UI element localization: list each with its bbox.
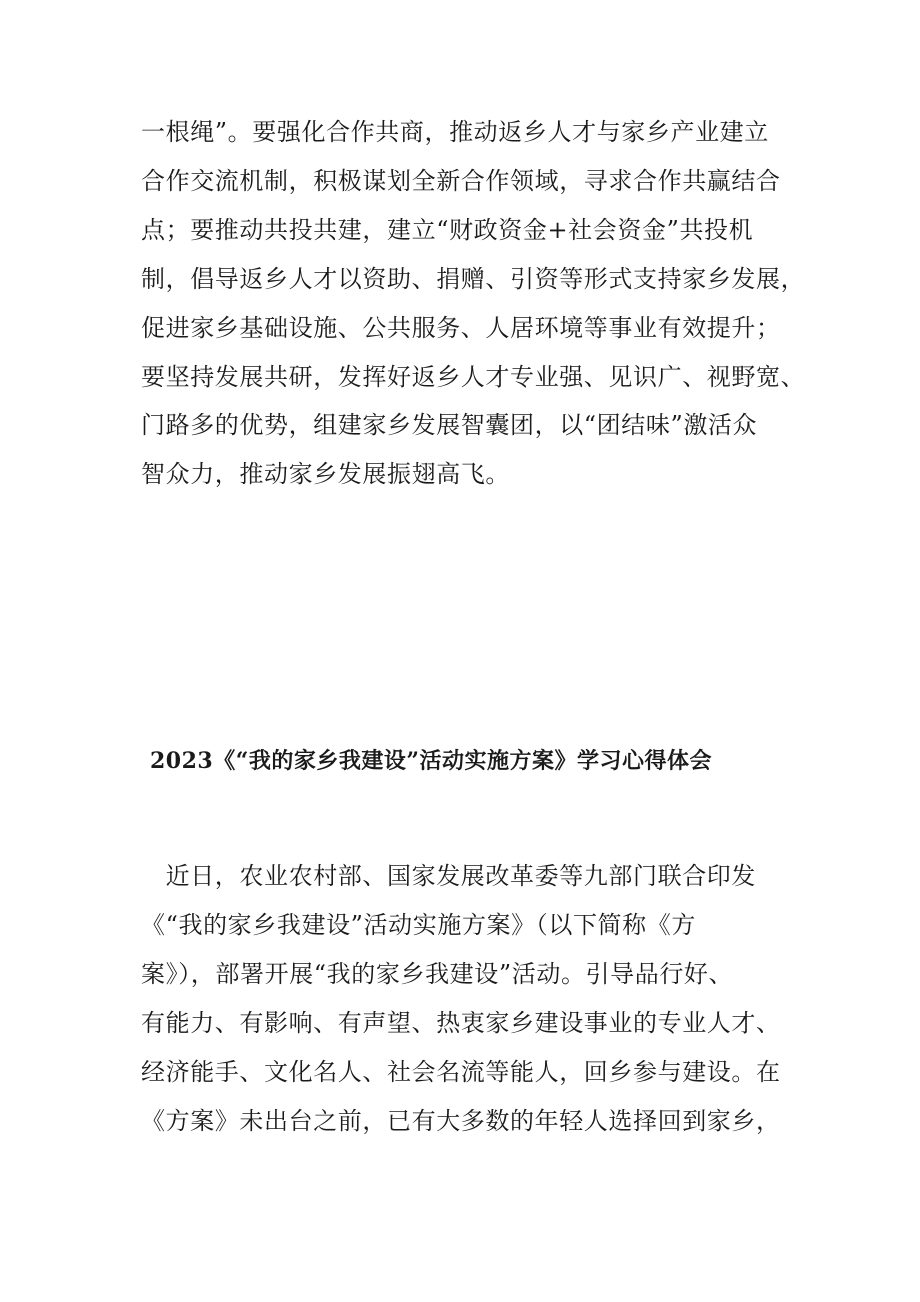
text-line: 《“我的家乡我建设”活动实施方案》（以下简称《方 xyxy=(141,911,696,939)
text-line: 案》），部署开展“我的家乡我建设”活动。引导品行好、 xyxy=(141,960,734,988)
text-line: 点；要推动共投共建，建立“财政资金+社会资金”共投机 xyxy=(141,216,754,244)
text-line: 近日，农业农村部、国家发展改革委等九部门联合印发 xyxy=(141,862,756,890)
text-line: 要坚持发展共研，发挥好返乡人才专业强、见识广、视野宽、 xyxy=(141,363,806,391)
text-line: 合作交流机制，积极谋划全新合作领域，寻求合作共赢结合 xyxy=(141,167,781,195)
text-line: 智众力，推动家乡发展振翅高飞。 xyxy=(141,460,510,488)
text-line: 《方案》未出台之前，已有大多数的年轻人选择回到家乡， xyxy=(141,1107,781,1135)
text-line: 经济能手、文化名人、社会名流等能人，回乡参与建设。在 xyxy=(141,1058,781,1086)
text-line: 制，倡导返乡人才以资助、捐赠、引资等形式支持家乡发展， xyxy=(141,265,806,293)
text-line: 门路多的优势，组建家乡发展智囊团，以“团结味”激活众 xyxy=(141,411,758,439)
article-title: 2023《“我的家乡我建设”活动实施方案》学习心得体会 xyxy=(150,748,713,774)
text-line: 有能力、有影响、有声望、热衷家乡建设事业的专业人才、 xyxy=(141,1009,781,1037)
text-line: 促进家乡基础设施、公共服务、人居环境等事业有效提升； xyxy=(141,314,781,342)
text-line: 一根绳”。要强化合作共商，推动返乡人才与家乡产业建立 xyxy=(141,118,769,146)
